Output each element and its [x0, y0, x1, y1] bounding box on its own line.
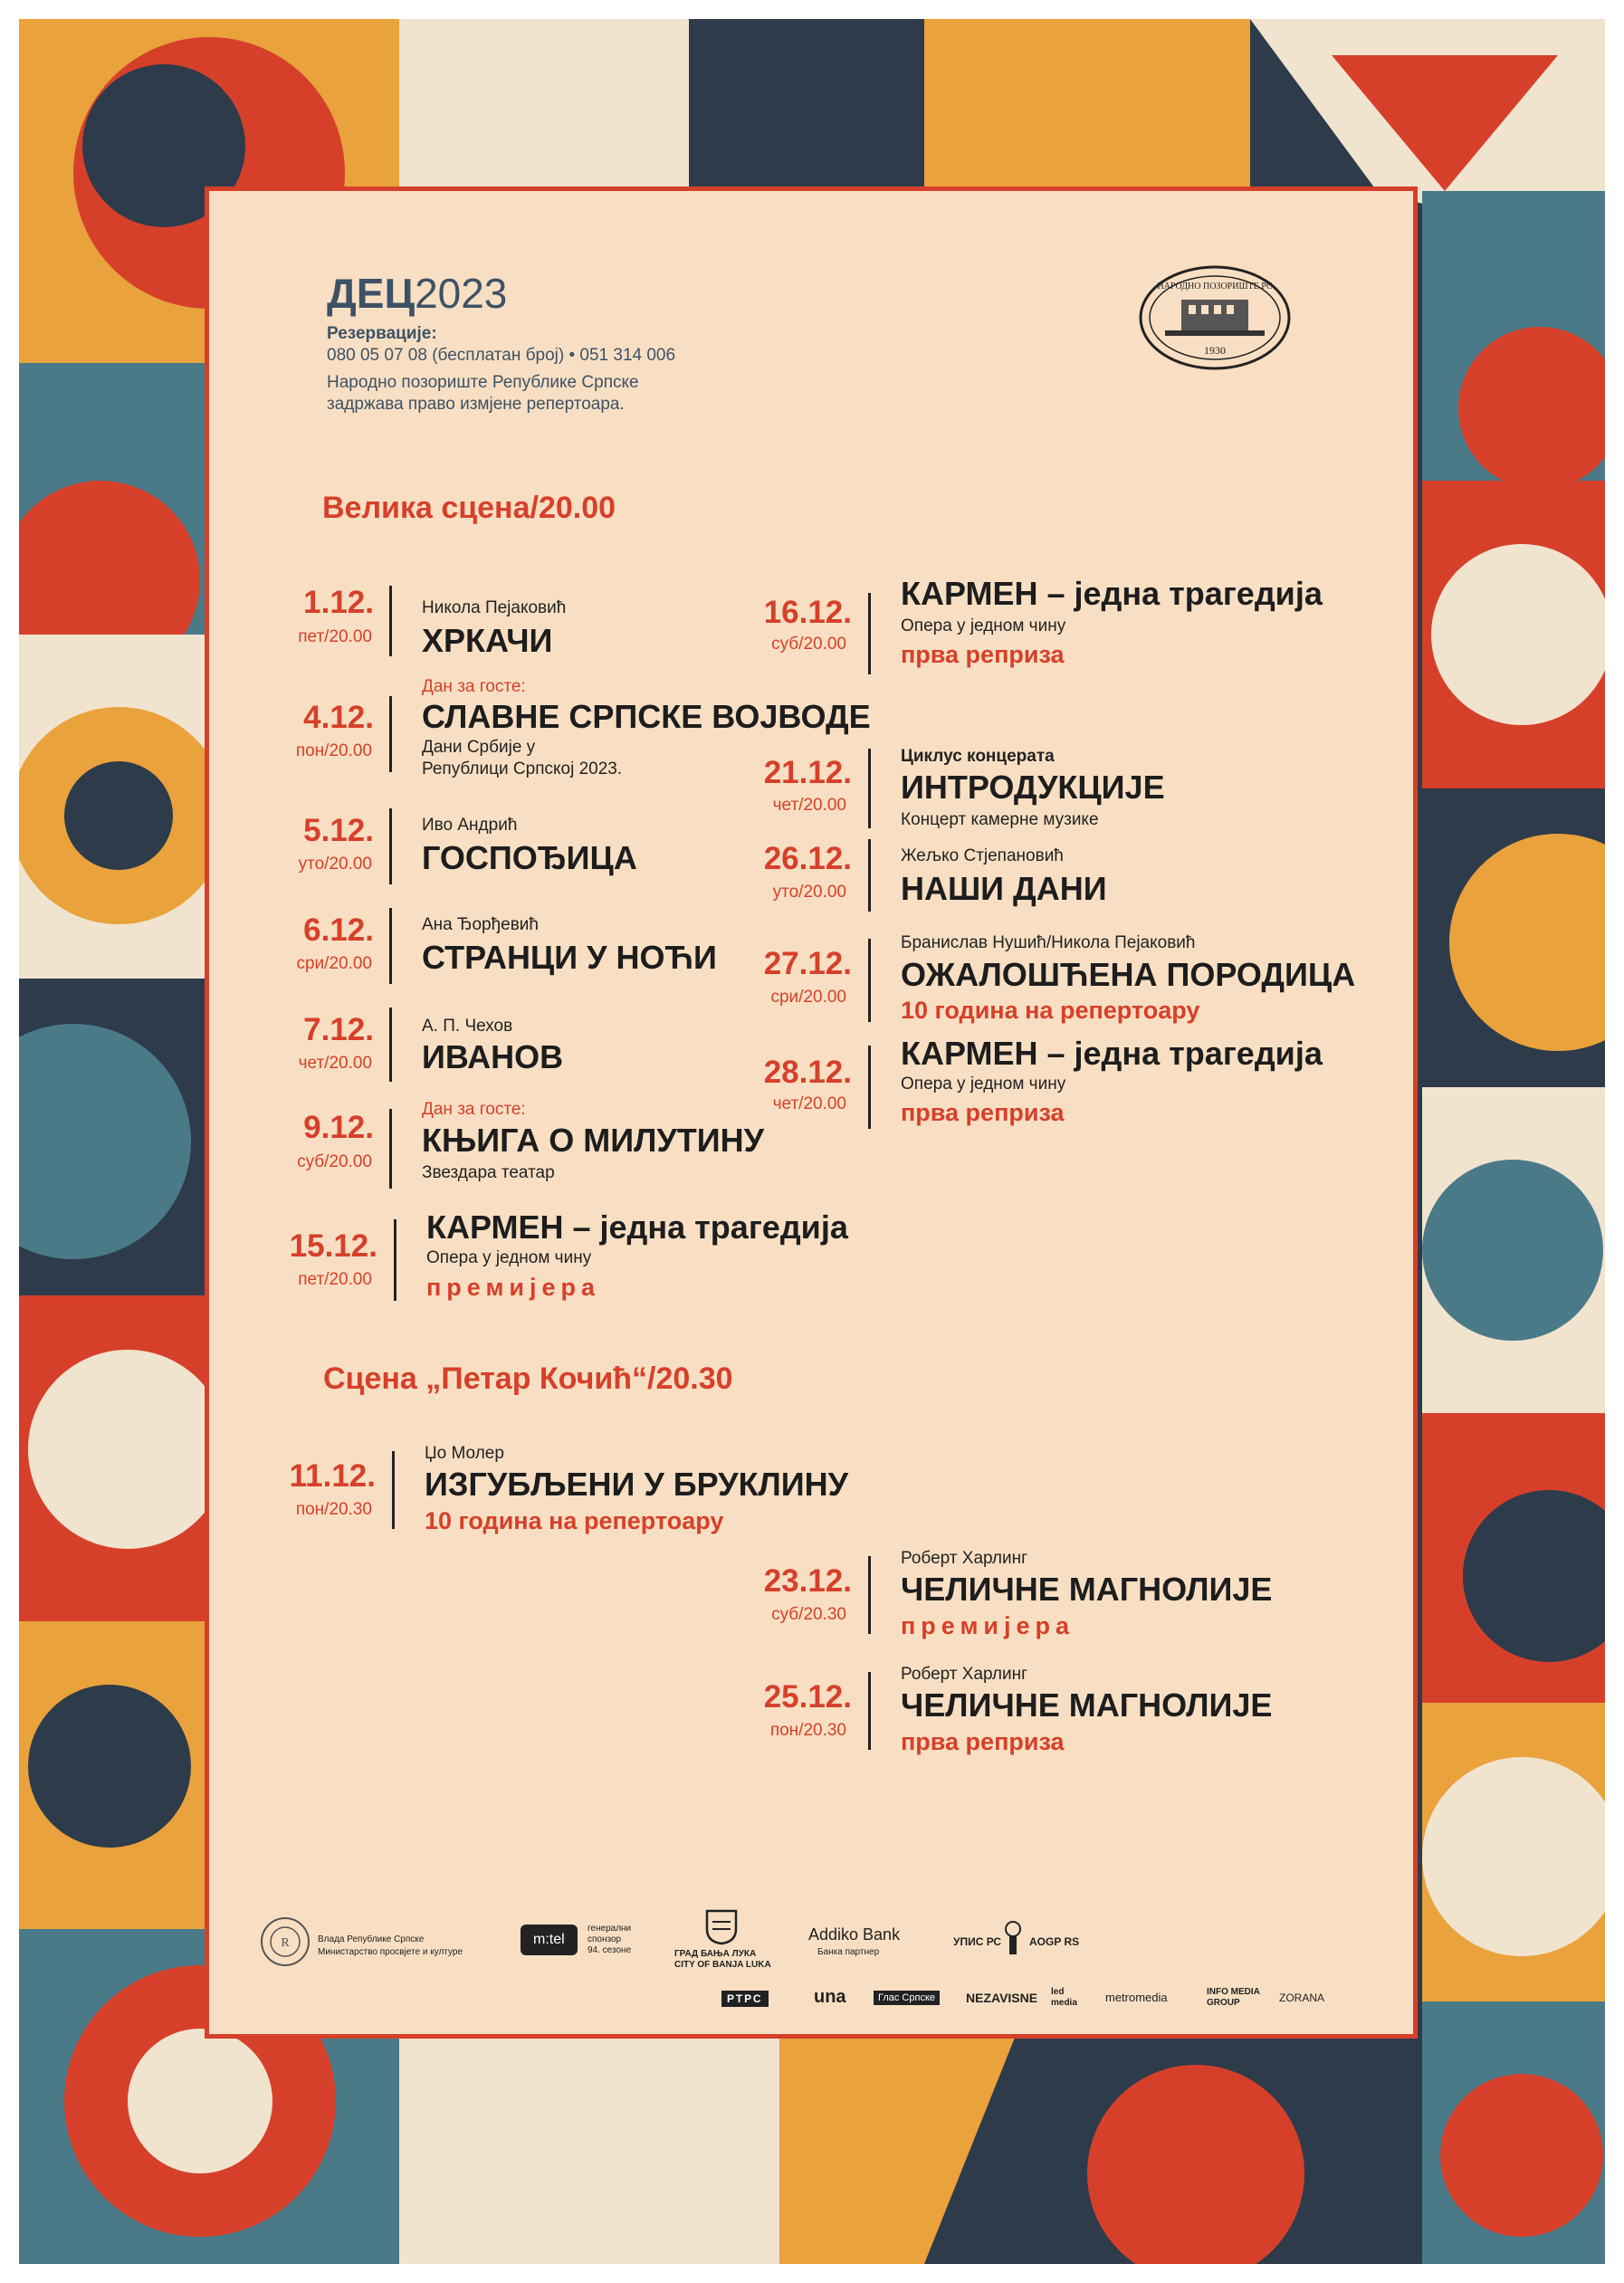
event-author: Циклус концерата — [901, 747, 1055, 766]
media-logo-nezavisne: NEZAVISNE — [966, 1991, 1038, 2005]
media-logo-una: una — [814, 1987, 846, 2007]
media-logo-zorana: ZORANA — [1279, 1992, 1325, 2004]
event-title: КЊИГА О МИЛУТИНУ — [422, 1122, 765, 1159]
event-subtitle: Опера у једном чину — [901, 1075, 1066, 1094]
event-day: сри/20.00 — [296, 954, 372, 973]
media-logo-rtrs: РТРС — [721, 1991, 769, 2007]
event-status: прва реприза — [901, 1099, 1065, 1126]
event-author: Џо Молер — [425, 1444, 504, 1463]
divider — [868, 939, 871, 1022]
divider — [868, 749, 871, 828]
event-author: Роберт Харлинг — [901, 1549, 1028, 1568]
event-date: 5.12. — [303, 813, 374, 848]
section-title-small-stage: Сцена „Петар Кочић“/20.30 — [323, 1361, 733, 1396]
government-crest-icon — [260, 1916, 310, 1967]
event-title: КАРМЕН – једна трагедија — [901, 1035, 1323, 1072]
divider — [389, 808, 392, 884]
event-subtitle: Опера у једном чину — [901, 616, 1066, 635]
event-date: 25.12. — [763, 1679, 852, 1715]
event-day: пет/20.00 — [298, 1270, 372, 1289]
event-title: ИНТРОДУКЦИЈЕ — [901, 769, 1165, 806]
event-day: суб/20.30 — [771, 1605, 846, 1624]
divider — [868, 839, 871, 912]
reservation-phones: 080 05 07 08 (бесплатан број) • 051 314 006 — [327, 346, 676, 365]
divider — [868, 1672, 871, 1750]
event-date: 11.12. — [289, 1458, 376, 1494]
theatre-mask-icon — [1002, 1920, 1024, 1956]
event-status: премијера — [901, 1612, 1075, 1639]
divider — [394, 1219, 396, 1301]
event-title: КАРМЕН – једна трагедија — [901, 575, 1323, 612]
event-day: уто/20.00 — [298, 855, 372, 874]
addiko-logo: Addiko Bank — [808, 1925, 901, 1944]
event-author: Иво Андрић — [422, 816, 518, 835]
divider — [389, 908, 392, 984]
event-date: 26.12. — [763, 841, 852, 876]
aogp-logo: AOGP RS — [1029, 1935, 1080, 1948]
divider — [392, 1451, 395, 1529]
event-date: 6.12. — [303, 912, 374, 948]
upis-logo: УПИС РС — [953, 1935, 1002, 1948]
divider — [868, 593, 871, 674]
media-logo-glas-srpske: Глас Српске — [874, 1991, 940, 2005]
event-date: 28.12. — [763, 1055, 852, 1090]
logo-text: НАРОДНО ПОЗОРИШТЕ РС — [1157, 282, 1273, 291]
event-subtitle: Опера у једном чину — [426, 1248, 592, 1267]
divider — [389, 1109, 392, 1189]
event-day: сри/20.00 — [770, 988, 846, 1007]
event-date: 15.12. — [289, 1228, 377, 1264]
svg-text:R: R — [281, 1936, 290, 1950]
event-title: КАРМЕН – једна трагедија — [426, 1208, 848, 1246]
event-author: Роберт Харлинг — [901, 1665, 1028, 1684]
event-day: пон/20.30 — [769, 1721, 846, 1740]
event-date: 16.12. — [763, 595, 852, 630]
event-title: НАШИ ДАНИ — [901, 870, 1107, 907]
event-date: 27.12. — [763, 946, 852, 981]
event-day: чет/20.00 — [772, 1094, 846, 1113]
event-title: ЧЕЛИЧНЕ МАГНОЛИЈЕ — [901, 1686, 1273, 1724]
city-crest-icon — [705, 1909, 738, 1945]
event-pre-label: Дан за госте: — [422, 677, 526, 696]
event-day: суб/20.00 — [771, 635, 846, 654]
event-date: 23.12. — [763, 1563, 852, 1599]
event-title: СЛАВНЕ СРПСКЕ ВОЈВОДЕ — [422, 698, 871, 735]
schedule-panel — [205, 186, 1418, 2039]
event-day: пет/20.00 — [298, 627, 372, 646]
event-date: 4.12. — [303, 700, 374, 735]
mtel-caption: генерални — [588, 1924, 632, 1934]
note-line: Народно позориште Републике Српске — [327, 373, 639, 392]
divider — [389, 1008, 392, 1082]
media-logo-info-media: INFO MEDIA GROUP — [1207, 1987, 1260, 2008]
sponsor-government-line: Министарство просвјете и културе — [318, 1947, 463, 1957]
event-author: Бранислав Нушић/Никола Пејаковић — [901, 933, 1196, 952]
event-date: 21.12. — [763, 755, 852, 790]
page-title: ДЕЦ2023 — [327, 270, 508, 317]
event-date: 9.12. — [303, 1110, 374, 1145]
event-date: 7.12. — [303, 1012, 374, 1047]
event-pre-label: Дан за госте: — [422, 1100, 526, 1119]
addiko-caption: Банка партнер — [817, 1947, 880, 1957]
event-title: ОЖАЛОШЋЕНА ПОРОДИЦА — [901, 956, 1356, 993]
mtel-caption: 94. сезоне — [588, 1945, 632, 1955]
event-day: пон/20.00 — [295, 741, 372, 760]
event-status: премијера — [426, 1274, 601, 1301]
event-status: 10 година на репертоару — [901, 997, 1200, 1024]
event-author: Никола Пејаковић — [422, 598, 567, 617]
event-subtitle: Концерт камерне музике — [901, 810, 1099, 829]
media-logo-led: led media — [1051, 1987, 1077, 2008]
city-caption: ГРАД БАЊА ЛУКА — [674, 1949, 757, 1959]
event-day: чет/20.00 — [298, 1054, 372, 1073]
event-author: Ана Ђорђевић — [422, 915, 539, 934]
event-status: прва реприза — [901, 1728, 1065, 1755]
event-title: ЧЕЛИЧНЕ МАГНОЛИЈЕ — [901, 1571, 1273, 1608]
note-line: задржава право измјене репертоара. — [327, 395, 625, 414]
event-title: СТРАНЦИ У НОЋИ — [422, 939, 717, 976]
event-subtitle: Дани Србије у — [422, 738, 536, 757]
event-day: уто/20.00 — [772, 883, 846, 902]
divider — [868, 1556, 871, 1634]
event-subtitle: Републици Српској 2023. — [422, 759, 623, 779]
theatre-logo-icon — [1138, 263, 1292, 372]
mtel-caption: спонзор — [588, 1934, 622, 1944]
event-title: ХРКАЧИ — [422, 622, 553, 659]
event-author: Жељко Стјепановић — [901, 846, 1064, 865]
event-day: пон/20.30 — [295, 1500, 372, 1519]
reservations-label: Резервације: — [327, 324, 437, 343]
mtel-logo: m:tel — [521, 1925, 578, 1955]
divider — [389, 586, 392, 656]
media-logo-metromedia: metromedia — [1105, 1991, 1168, 2004]
event-subtitle: Звездара театар — [422, 1163, 555, 1182]
event-title: ГОСПОЂИЦА — [422, 839, 637, 876]
event-day: чет/20.00 — [772, 796, 846, 815]
section-title-main-stage: Велика сцена/20.00 — [322, 491, 616, 525]
sponsor-government-line: Влада Републике Српске — [318, 1934, 425, 1944]
event-title: ИЗГУБЉЕНИ У БРУКЛИНУ — [425, 1466, 849, 1503]
event-date: 1.12. — [303, 585, 374, 620]
divider — [389, 696, 392, 772]
logo-year: 1930 — [1204, 344, 1226, 357]
event-author: А. П. Чехов — [422, 1017, 513, 1036]
event-title: ИВАНОВ — [422, 1038, 564, 1075]
event-status: прва реприза — [901, 641, 1065, 668]
event-day: суб/20.00 — [297, 1152, 372, 1171]
city-caption: CITY OF BANJA LUKA — [674, 1960, 771, 1970]
event-status: 10 година на репертоару — [425, 1507, 724, 1534]
divider — [868, 1046, 871, 1129]
